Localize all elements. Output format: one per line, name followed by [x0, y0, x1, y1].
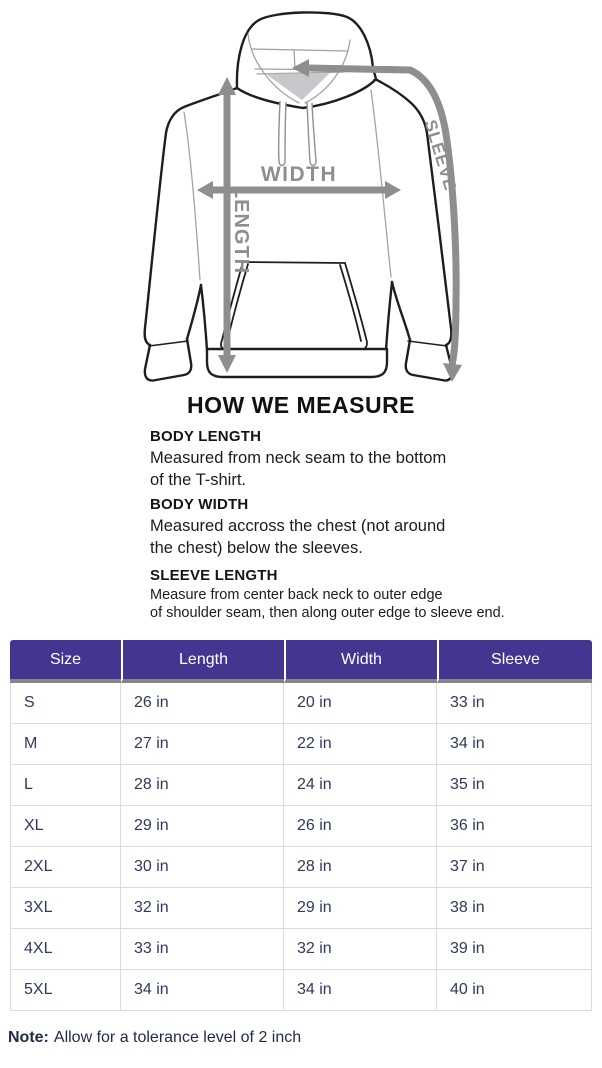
section-heading: SLEEVE LENGTH [150, 567, 278, 584]
table-row [10, 847, 592, 888]
section-heading: BODY WIDTH [150, 496, 249, 513]
table-cell: L [10, 765, 121, 806]
table-cell: 29 in [284, 888, 437, 929]
table-cell: 34 in [284, 970, 437, 1011]
table-cell: 39 in [437, 929, 592, 970]
table-row [10, 929, 592, 970]
table-cell: 26 in [284, 806, 437, 847]
header-row [10, 640, 592, 683]
drawstrings [279, 101, 316, 166]
measure-section-sleeve-length [150, 565, 590, 622]
measure-descriptions [150, 427, 590, 626]
table-cell: 35 in [437, 765, 592, 806]
table-row [10, 970, 592, 1011]
table-cell: 33 in [437, 683, 592, 724]
table-cell: 22 in [284, 724, 437, 765]
section-line: Measured accross the chest (not around [150, 517, 446, 535]
table-cell: 34 in [437, 724, 592, 765]
table-row [10, 806, 592, 847]
table-cell: 28 in [284, 847, 437, 888]
table-cell: 28 in [121, 765, 284, 806]
table-cell: 4XL [10, 929, 121, 970]
section-line: of shoulder seam, then along outer edge to sleeve end. [150, 605, 505, 621]
size-table-body [10, 683, 592, 1011]
measure-section-body-length [150, 427, 590, 491]
table-row [10, 765, 592, 806]
table-row [10, 683, 592, 724]
section-line: the chest) below the sleeves. [150, 539, 363, 557]
measure-section-body-width [150, 495, 590, 559]
section-heading: BODY LENGTH [150, 428, 262, 445]
table-cell: 24 in [284, 765, 437, 806]
size-table [10, 640, 592, 1011]
sleeve-label: SLEEVE [420, 117, 461, 194]
table-cell: 3XL [10, 888, 121, 929]
table-cell: 26 in [121, 683, 284, 724]
table-cell: 34 in [121, 970, 284, 1011]
table-row [10, 888, 592, 929]
table-cell: 36 in [437, 806, 592, 847]
header-cell-length: Length [121, 640, 284, 683]
pocket [221, 262, 367, 349]
header-cell-width: Width [284, 640, 437, 683]
table-cell: 38 in [437, 888, 592, 929]
size-table-header [10, 640, 592, 683]
table-cell: XL [10, 806, 121, 847]
table-cell: 37 in [437, 847, 592, 888]
table-cell: 30 in [121, 847, 284, 888]
table-cell: S [10, 683, 121, 724]
width-label: WIDTH [260, 163, 338, 186]
note-label: Note: [8, 1029, 49, 1046]
table-cell: 20 in [284, 683, 437, 724]
section-line: Measured from neck seam to the bottom [150, 449, 447, 467]
table-cell: 40 in [437, 970, 592, 1011]
table-cell: 29 in [121, 806, 284, 847]
table-cell: M [10, 724, 121, 765]
sleeve-arrow [292, 59, 462, 382]
header-cell-sleeve: Sleeve [437, 640, 592, 683]
table-cell: 32 in [284, 929, 437, 970]
section-line: Measure from center back neck to outer edge [150, 587, 443, 603]
hoodie-measure-diagram [0, 0, 602, 392]
header-cell-size: Size [10, 640, 121, 683]
table-cell: 27 in [121, 724, 284, 765]
table-cell: 2XL [10, 847, 121, 888]
section-line: of the T-shirt. [150, 471, 246, 489]
note-text: Allow for a tolerance level of 2 inch [53, 1029, 302, 1046]
how-we-measure-title: HOW WE MEASURE [186, 392, 416, 418]
table-cell: 32 in [121, 888, 284, 929]
table-row [10, 724, 592, 765]
table-cell: 33 in [121, 929, 284, 970]
length-label: LENGTH [230, 185, 252, 275]
tolerance-note [8, 1028, 301, 1048]
table-cell: 5XL [10, 970, 121, 1011]
